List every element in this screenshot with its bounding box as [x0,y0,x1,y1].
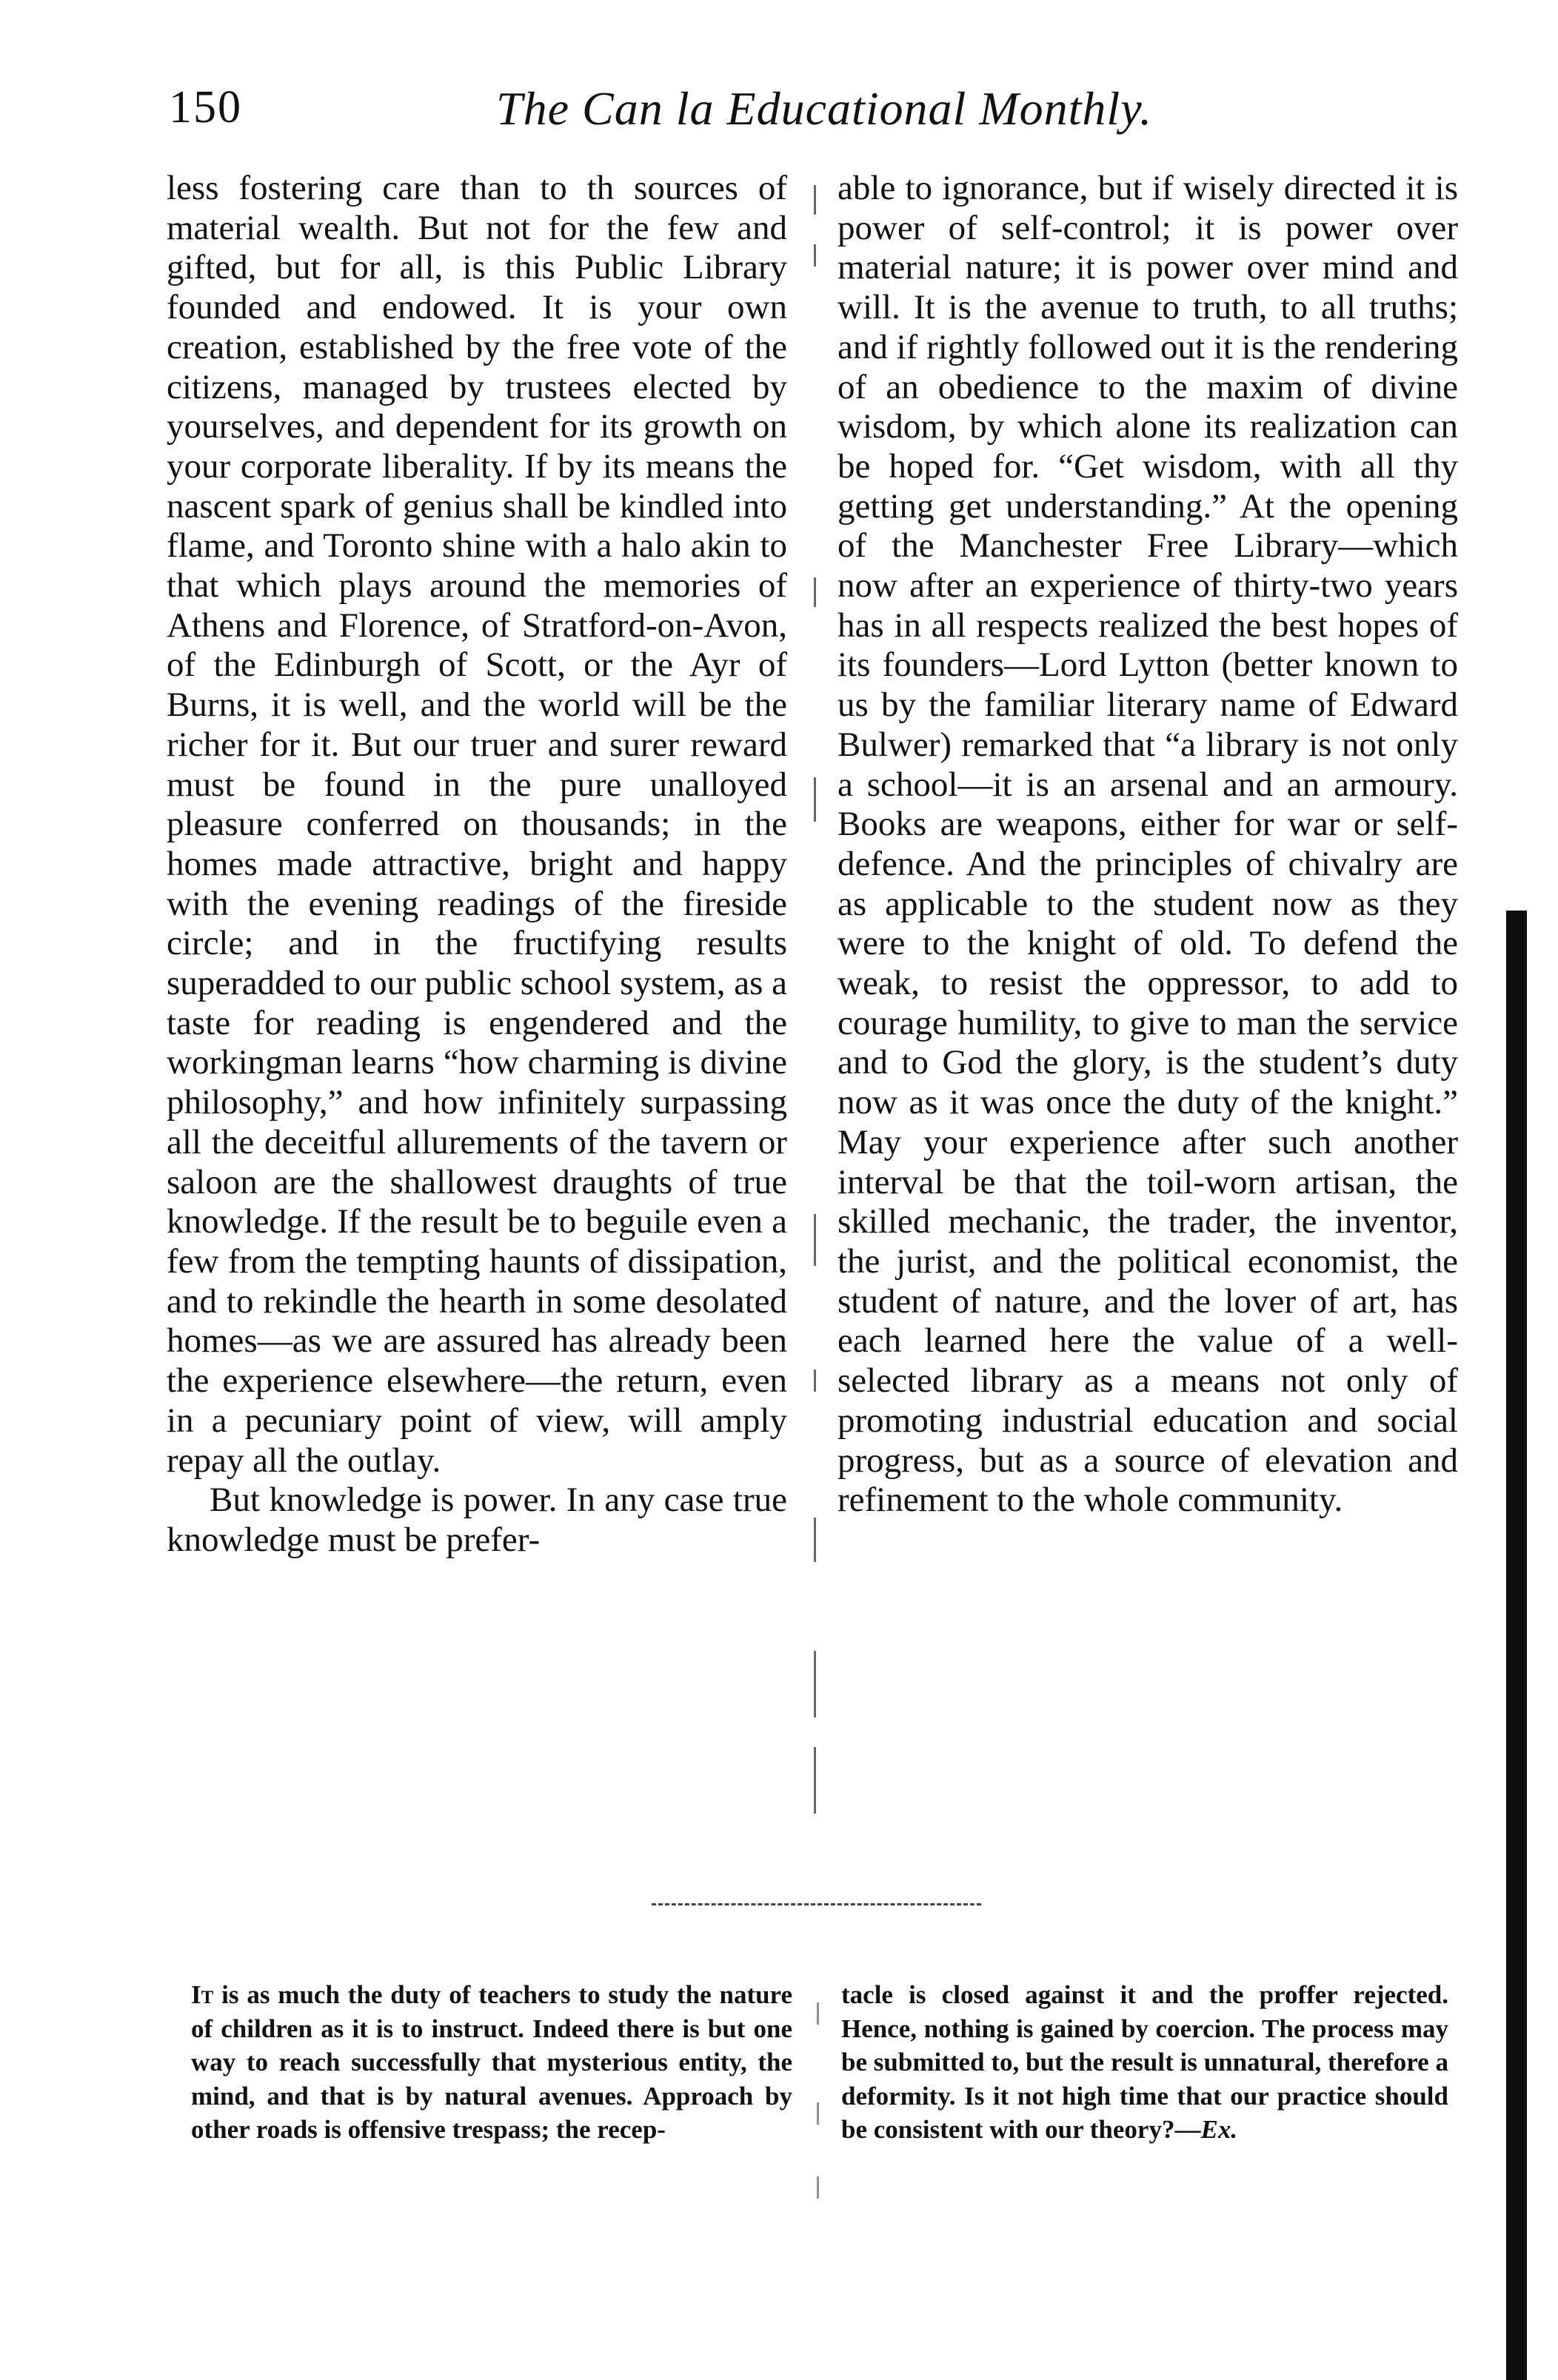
page-header [163,74,1466,141]
paragraph-left-2: But knowledge is power. In any case true knowledge must be prefer- [167,1481,787,1559]
running-title: The Can la Educational Monthly. [496,82,1153,135]
note-paragraph [191,1978,792,2147]
column-gutter-mark [817,2102,819,2125]
column-gutter-mark [814,1370,816,1392]
column-gutter-mark [817,2002,819,2025]
column-gutter-mark [814,577,816,607]
column-gutter-mark [814,1651,816,1717]
note-text-left: is as much the duty of teachers to study the nature of children as it is to instruct. Indeed there is but one way to reach successfully that mysterious entity, the mind, and that is by natural avenues. Approach by other roads is offensive trespass; the recep- [191,1980,792,2144]
column-gutter-mark [814,185,816,215]
column-gutter-mark [814,1214,816,1266]
column-gutter-mark [817,2176,819,2199]
column-gutter-mark [814,1518,816,1562]
note-column-left [191,1978,792,2147]
main-column-right [837,169,1458,1521]
note-source: Ex. [1200,2115,1238,2144]
paragraph-right-1: able to ignorance, but if wisely directed it is power of self-control; it is power over material nature; it is power over mind and will. It is the avenue to truth, to all truths; and if rightly followed out it is the rendering of an obedience to the maxim of divine wisdom, by which alone its realization can be hoped for. “Get wisdom, with all thy getting get understanding.” At the opening of the Manchester Free Library—which now after an experience of thirty-two years has in all respects realized the best hopes of its founders—Lord Lytton (better known to us by the familiar literary name of Edward Bulwer) remarked that “a library is not only a school—it is an arsenal and an armoury. Books are weapons, either for war or self-defence. And the principles of chivalry are as applicable to the student now as they were to the knight of old. To defend the weak, to resist the oppressor, to add to courage humility, to give to man the service and to God the glory, is the student’s duty now as it was once the duty of the knight.” May your experience after such another interval be that the toil-worn artisan, the skilled mechanic, the trader, the inventor, the jurist, and the political economist, the student of nature, and the lover of art, has each learned here the value of a well-selected library as a means not only of promoting industrial education and social progress, but as a source of elevation and refinement to the whole community. [837,169,1458,1520]
column-gutter-mark [814,1747,816,1814]
section-divider [652,1903,981,1905]
note-text-right: tacle is closed against it and the proffer rejected. Hence, nothing is gained by coercion. The process may be submitted to, but the result is unnatural, therefore a deformity. Is it not high time that our practice should be consistent with our theory?— [841,1980,1448,2144]
main-column-left [167,169,787,1561]
column-gutter-mark [814,244,816,267]
scan-edge-shadow [1506,911,1527,2380]
paragraph-left-1: less fostering care than to th sources of material wealth. But not for the few and gifted, but for all, is this Public Library founded and endowed. It is your own creation, established by the free vote of the citizens, managed by trustees elected by yourselves, and dependent for its growth on your corporate liberality. If by its means the nascent spark of genius shall be kindled into flame, and Toronto shine with a halo akin to that which plays around the memories of Athens and Florence, of Stratford-on-Avon, of the Edinburgh of Scott, or the Ayr of Burns, it is well, and the world will be the richer for it. But our truer and surer reward must be found in the pure unalloyed pleasure conferred on thousands; in the homes made attractive, bright and happy with the evening readings of the fireside circle; and in the fructifying results superadded to our public school system, as a taste for reading is engendered and the workingman learns “how charming is divine philosophy,” and how infinitely surpassing all the deceitful allurements of the tavern or saloon are the shallowest draughts of true knowledge. If the result be to beguile even a few from the tempting haunts of dissipation, and to rekindle the hearth in some desolated homes—as we are assured has already been the experience elsewhere—the return, even in a pecuniary point of view, will amply repay all the outlay. [167,169,787,1480]
note-paragraph-continued [841,1978,1448,2147]
note-lead-word: It [191,1980,214,2009]
note-column-right [841,1978,1448,2147]
page-number: 150 [169,82,242,133]
column-gutter-mark [814,777,816,822]
